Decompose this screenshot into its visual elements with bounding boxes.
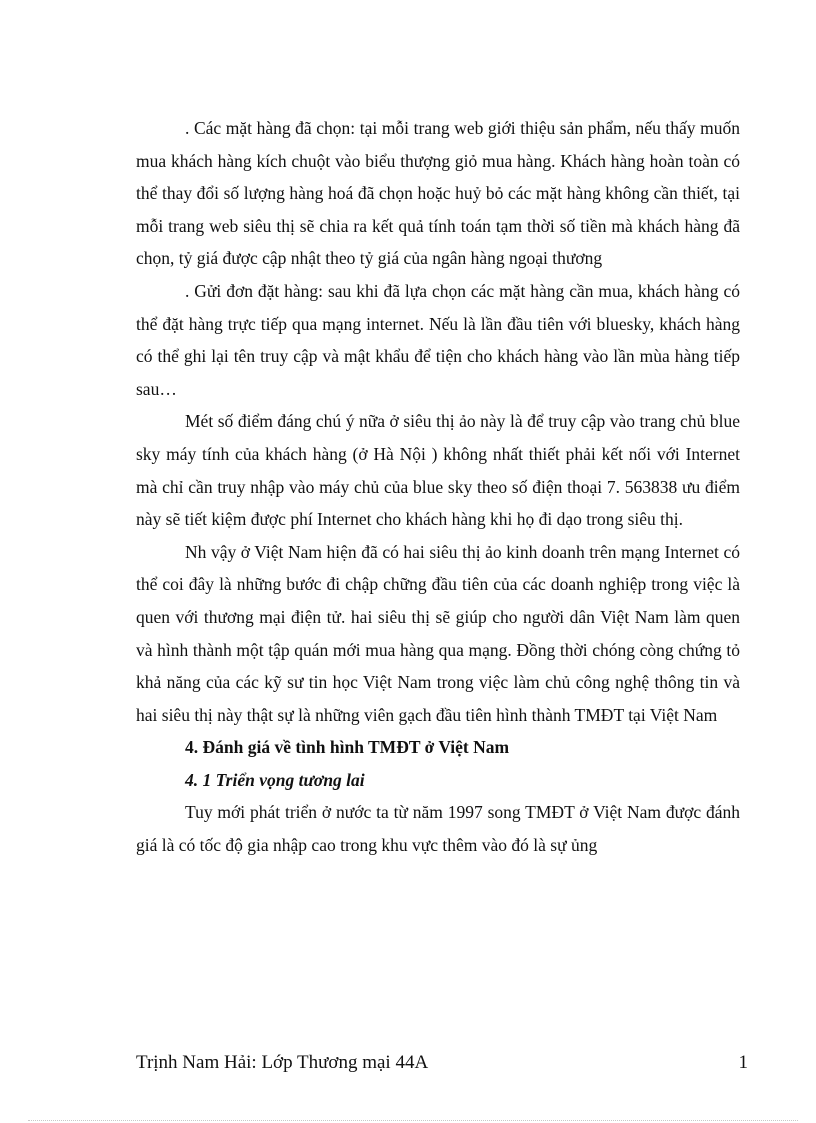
footer-author: Trịnh Nam Hải: Lớp Thương mại 44A (136, 1052, 429, 1073)
paragraph-notable-point: Mét số điểm đáng chú ý nữa ở siêu thị ảo này là để truy cập vào trang chủ blue sky máy tính của khách hàng (ở Hà Nội ) không nhất thiết phải kết nối với Internet mà chỉ cần truy nhập vào máy chủ của blue sky theo số điện thoại 7. 563838 ưu điểm này sẽ tiết kiệm được phí Internet cho khách hàng khi họ đi dạo trong siêu thị. (136, 411, 740, 530)
paragraph-prospects: Tuy mới phát triển ở nước ta từ năm 1997 song TMĐT ở Việt Nam được đánh giá là có tốc độ gia nhập cao trong khu vực thêm vào đó là sự ủng (136, 802, 740, 856)
paragraph-send-order: . Gửi đơn đặt hàng: sau khi đã lựa chọn các mặt hàng cần mua, khách hàng có thể đặt hàng trực tiếp qua mạng internet. Nếu là lần đầu tiên với bluesky, khách hàng có thể ghi lại tên truy cập và mật khẩu để tiện cho khách hàng vào lần mùa hàng tiếp sau… (136, 280, 740, 399)
section-heading: 4. Đánh giá về tình hình TMĐT ở Việt Nam (185, 737, 510, 758)
page-bottom-divider (28, 1120, 798, 1121)
subsection-heading: 4. 1 Triển vọng tương lai (185, 769, 365, 790)
document-body (136, 112, 740, 862)
paragraph-selected-items: . Các mặt hàng đã chọn: tại mỗi trang web giới thiệu sản phẩm, nếu thấy muốn mua khách hàng kích chuột vào biểu thượng giỏ mua hàng. Khách hàng hoàn toàn có thể thay đổi số lượng hàng hoá đã chọn hoặc huỷ bỏ các mặt hàng không cần thiết, tại mỗi trang web siêu thị sẽ chia ra kết quả tính toán tạm thời số tiền mà khách hàng đã chọn, tỷ giá được cập nhật theo tỷ giá của ngân hàng ngoại thương (136, 118, 740, 269)
paragraph-virtual-supermarkets: Nh vậy ở Việt Nam hiện đã có hai siêu thị ảo kinh doanh trên mạng Internet có thể coi đây là những bước đi chập chững đầu tiên của các doanh nghiệp trong việc là quen với thương mại điện tử. hai siêu thị sẽ giúp cho người dân Việt Nam làm quen và hình thành một tập quán mới mua hàng qua mạng. Đồng thời chóng còng chứng tỏ khả năng của các kỹ sư tin học Việt Nam trong việc làm chủ công nghệ thông tin và hai siêu thị này thật sự là những viên gạch đầu tiên hình thành TMĐT tại Việt Nam (136, 541, 740, 725)
page-number: 1 (738, 1052, 748, 1073)
